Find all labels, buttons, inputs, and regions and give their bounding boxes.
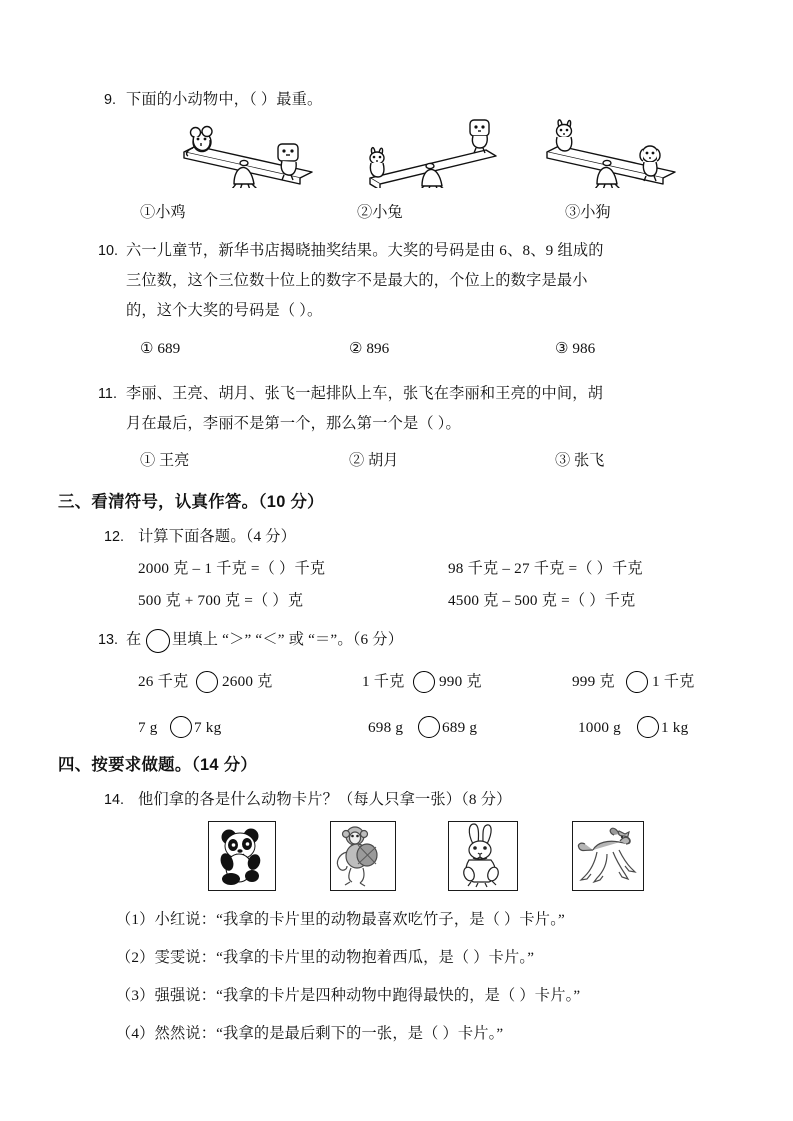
question-13-r2c3-right: 1 kg bbox=[661, 719, 689, 736]
question-13-r2c2-circle[interactable] bbox=[418, 716, 440, 738]
question-13-r1c1-left: 26 千克 bbox=[138, 673, 189, 690]
question-13-r1c2-circle[interactable] bbox=[413, 671, 435, 693]
question-13-number: 13. bbox=[98, 632, 119, 648]
question-11-number: 11. bbox=[98, 386, 117, 402]
question-14-statement-4: （4）然然说：“我拿的是最后剩下的一张，是（ ）卡片。” bbox=[116, 1025, 504, 1042]
question-13-r1c2-right: 990 克 bbox=[439, 673, 482, 690]
question-12-row-2-left: 500 克 + 700 克 =（ ）克 bbox=[138, 592, 304, 609]
question-9-option-2[interactable]: ②小兔 bbox=[357, 204, 403, 221]
question-13-r2c3-circle[interactable] bbox=[637, 716, 659, 738]
question-13-r2c1-left: 7 g bbox=[138, 719, 158, 736]
panda-card[interactable] bbox=[208, 821, 276, 891]
question-13-prompt-b: 里填上 “＞” “＜” 或 “＝”。（6 分） bbox=[172, 631, 404, 648]
question-13-prompt-a: 在 bbox=[126, 631, 142, 648]
question-12-row-1-left: 2000 克 – 1 千克 =（ ）千克 bbox=[138, 560, 326, 577]
question-13-r1c1-circle[interactable] bbox=[196, 671, 218, 693]
section-four-heading: 四、按要求做题。（14 分） bbox=[58, 756, 258, 774]
question-14-number: 14. bbox=[104, 792, 125, 808]
seesaw-rabbit-chick bbox=[356, 116, 506, 188]
question-11-line-1: 李丽、王亮、胡月、张飞一起排队上车，张飞在李丽和王亮的中间，胡 bbox=[126, 385, 604, 402]
question-10-option-2[interactable]: ② 896 bbox=[349, 340, 390, 357]
question-10-line-3: 的，这个大奖的号码是（ ）。 bbox=[126, 302, 323, 319]
question-13-r1c1-right: 2600 克 bbox=[222, 673, 273, 690]
question-10-line-2: 三位数，这个三位数十位上的数字不是最大的，个位上的数字是最小 bbox=[126, 272, 588, 289]
question-13-r2c1-circle[interactable] bbox=[170, 716, 192, 738]
question-12-row-2-right: 4500 克 – 500 克 =（ ）千克 bbox=[448, 592, 636, 609]
question-10-option-1[interactable]: ① 689 bbox=[140, 340, 181, 357]
question-13-r1c3-circle[interactable] bbox=[626, 671, 648, 693]
question-12-row-1-right: 98 千克 – 27 千克 =（ ）千克 bbox=[448, 560, 643, 577]
question-13-r1c3-left: 999 克 bbox=[572, 673, 615, 690]
question-13-r2c2-right: 689 g bbox=[442, 719, 478, 736]
question-12-number: 12. bbox=[104, 529, 125, 545]
question-9-text: 下面的小动物中，（ ）最重。 bbox=[126, 91, 323, 108]
question-9-number: 9. bbox=[104, 92, 117, 108]
question-10-option-3[interactable]: ③ 986 bbox=[555, 340, 596, 357]
question-13-r1c3-right: 1 千克 bbox=[652, 673, 695, 690]
horse-card[interactable] bbox=[572, 821, 644, 891]
rabbit-card[interactable] bbox=[448, 821, 518, 891]
question-10-line-1: 六一儿童节，新华书店揭晓抽奖结果。大奖的号码是由 6、8、9 组成的 bbox=[126, 242, 604, 259]
question-14-statement-2: （2）雯雯说：“我拿的卡片里的动物抱着西瓜，是（ ）卡片。” bbox=[116, 949, 535, 966]
question-13-r2c3-left: 1000 g bbox=[578, 719, 621, 736]
question-13-r1c2-left: 1 千克 bbox=[362, 673, 405, 690]
seesaw-mouse-chick bbox=[172, 116, 322, 188]
seesaw-rabbit-dog bbox=[537, 116, 687, 188]
question-11-line-2: 月在最后，李丽不是第一个，那么第一个是（ ）。 bbox=[126, 415, 461, 432]
question-11-option-1[interactable]: ① 王亮 bbox=[140, 452, 190, 469]
question-9-option-3[interactable]: ③小狗 bbox=[565, 204, 611, 221]
question-11-option-2[interactable]: ② 胡月 bbox=[349, 452, 399, 469]
question-12-prompt: 计算下面各题。（4 分） bbox=[138, 528, 297, 545]
question-13-r2c2-left: 698 g bbox=[368, 719, 404, 736]
question-14-prompt: 他们拿的各是什么动物卡片？（每人只拿一张）（8 分） bbox=[138, 791, 512, 808]
question-11-option-3[interactable]: ③ 张飞 bbox=[555, 452, 605, 469]
question-10-number: 10. bbox=[98, 243, 119, 259]
question-14-statement-3: （3）强强说：“我拿的卡片是四种动物中跑得最快的，是（ ）卡片。” bbox=[116, 987, 581, 1004]
monkey-card[interactable] bbox=[330, 821, 396, 891]
question-13-r2c1-right: 7 kg bbox=[194, 719, 222, 736]
question-13-prompt-circle[interactable] bbox=[146, 629, 170, 653]
section-three-heading: 三、看清符号，认真作答。（10 分） bbox=[58, 493, 324, 511]
question-14-statement-1: （1）小红说：“我拿的卡片里的动物最喜欢吃竹子，是（ ）卡片。” bbox=[116, 911, 565, 928]
question-9-option-1[interactable]: ①小鸡 bbox=[140, 204, 186, 221]
